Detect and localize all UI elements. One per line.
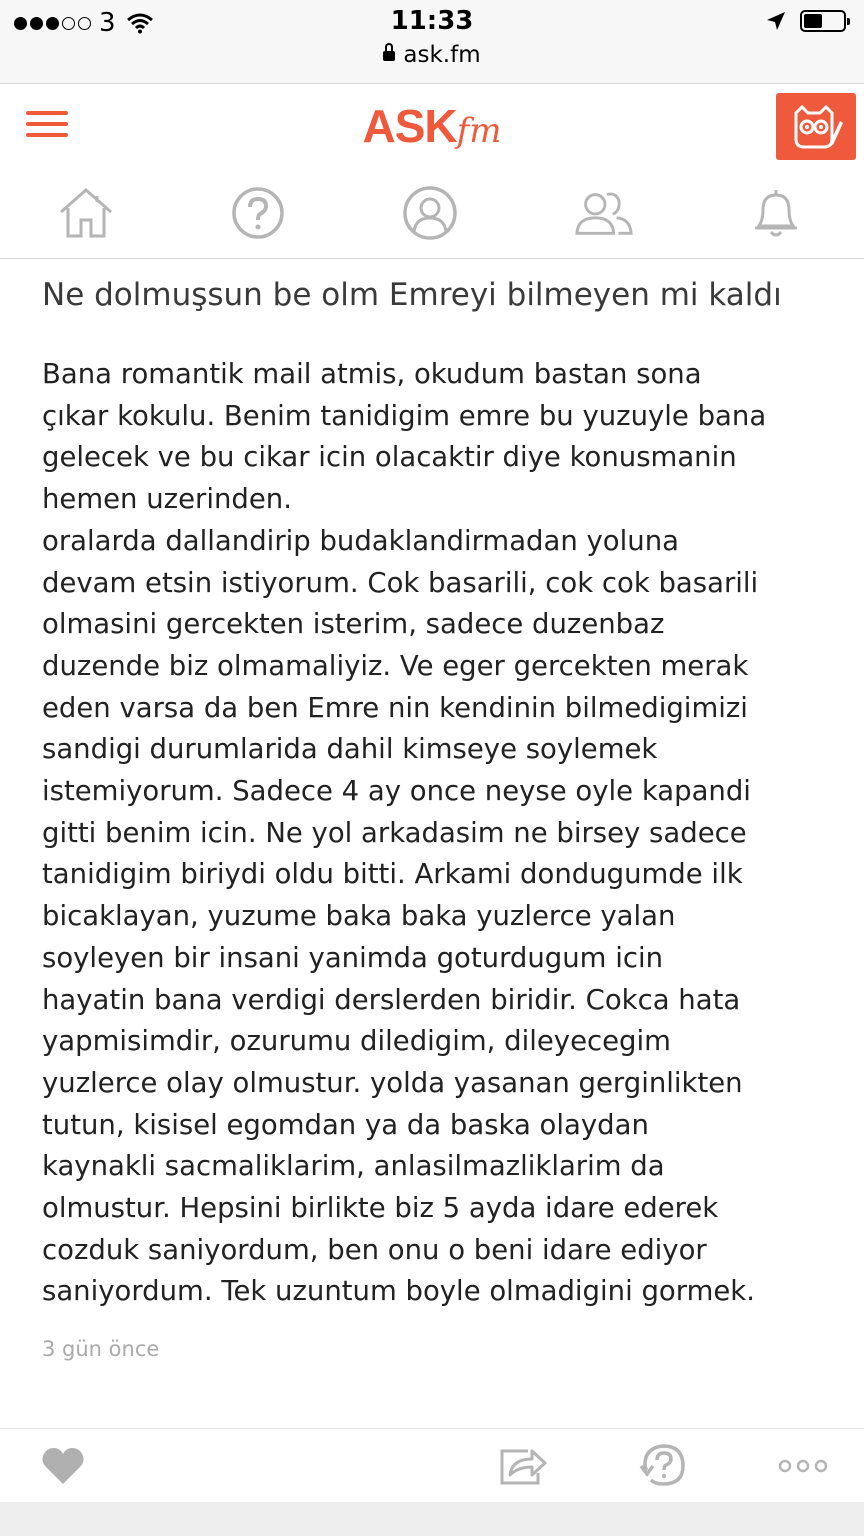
clock: 11:33 (390, 6, 474, 36)
url-bar[interactable] (0, 42, 864, 68)
logo-main: ASK (362, 100, 457, 152)
question-text: Ne dolmuşsun be olm Emreyi bilmeyen mi kaldı (42, 277, 782, 313)
more-icon[interactable] (778, 1443, 828, 1489)
post-timestamp[interactable]: 3 gün önce (42, 1337, 160, 1362)
url-text: ask.fm (403, 42, 481, 68)
app-header (0, 85, 864, 169)
nav-tabs (0, 169, 864, 259)
heart-icon[interactable] (40, 1443, 86, 1489)
owl-pencil-icon (788, 103, 844, 151)
askfm-logo[interactable] (0, 99, 864, 153)
battery-icon (800, 10, 846, 32)
ask-question-button[interactable] (776, 93, 856, 160)
ask-back-icon[interactable] (638, 1443, 690, 1489)
post-actions (0, 1428, 864, 1504)
status-bar (0, 0, 864, 84)
question-icon[interactable] (228, 183, 288, 243)
bell-icon[interactable] (746, 183, 806, 243)
friends-icon[interactable] (574, 183, 634, 243)
carrier-name: 3 (99, 8, 116, 38)
answer-text: Bana romantik mail atmis, okudum bastan sona çıkar kokulu. Benim tanidigim emre bu yuzuyle bana gelecek ve bu cikar icin olacaktir diye konusmanin hemen uzerinden. oralarda dallandirip budaklandirmadan yoluna devam etsin istiyorum. Cok basarili, cok cok basarili olmasini gercekten isterim, sadece duzenbaz duzende biz olmamaliyiz. Ve eger gercekten merak eden varsa da ben Emre nin kendinin bilmedigimizi sandigi durumlarida dahil kimseye soylemek istemiyorum. Sadece 4 ay once neyse oyle kapandi gitti benim icin. Ne yol arkadasim ne birsey sadece tanidigim biriydi oldu bitti. Arkami dondugumde ilk bicaklayan, yuzume baka baka yuzlerce yalan soyleyen bir insani yanimda goturdugum icin hayatin bana verdigi derslerden biridir. Cokca hata yapmisimdir, ozurumu diledigim, dileyecegim yuzlerce olay olmustur. yolda yasanan gerginlikten tutun, kisisel egomdan ya da baska olaydan kaynakli sacmaliklarim, anlasilmazliklarim da olmustur. Hepsini birlikte biz 5 ayda idare ederek cozduk saniyordum, ben onu o beni idare ediyor saniyordum. Tek uzuntum boyle olmadigini gormek. (42, 358, 767, 1308)
home-icon[interactable] (56, 183, 116, 243)
answer-post (42, 272, 832, 1361)
profile-icon[interactable] (400, 183, 460, 243)
location-arrow-icon (766, 11, 786, 31)
status-icons (766, 10, 846, 32)
share-icon[interactable] (498, 1443, 548, 1489)
lock-icon (383, 51, 395, 61)
logo-sub: fm (456, 111, 502, 151)
bottom-divider (0, 1502, 864, 1536)
